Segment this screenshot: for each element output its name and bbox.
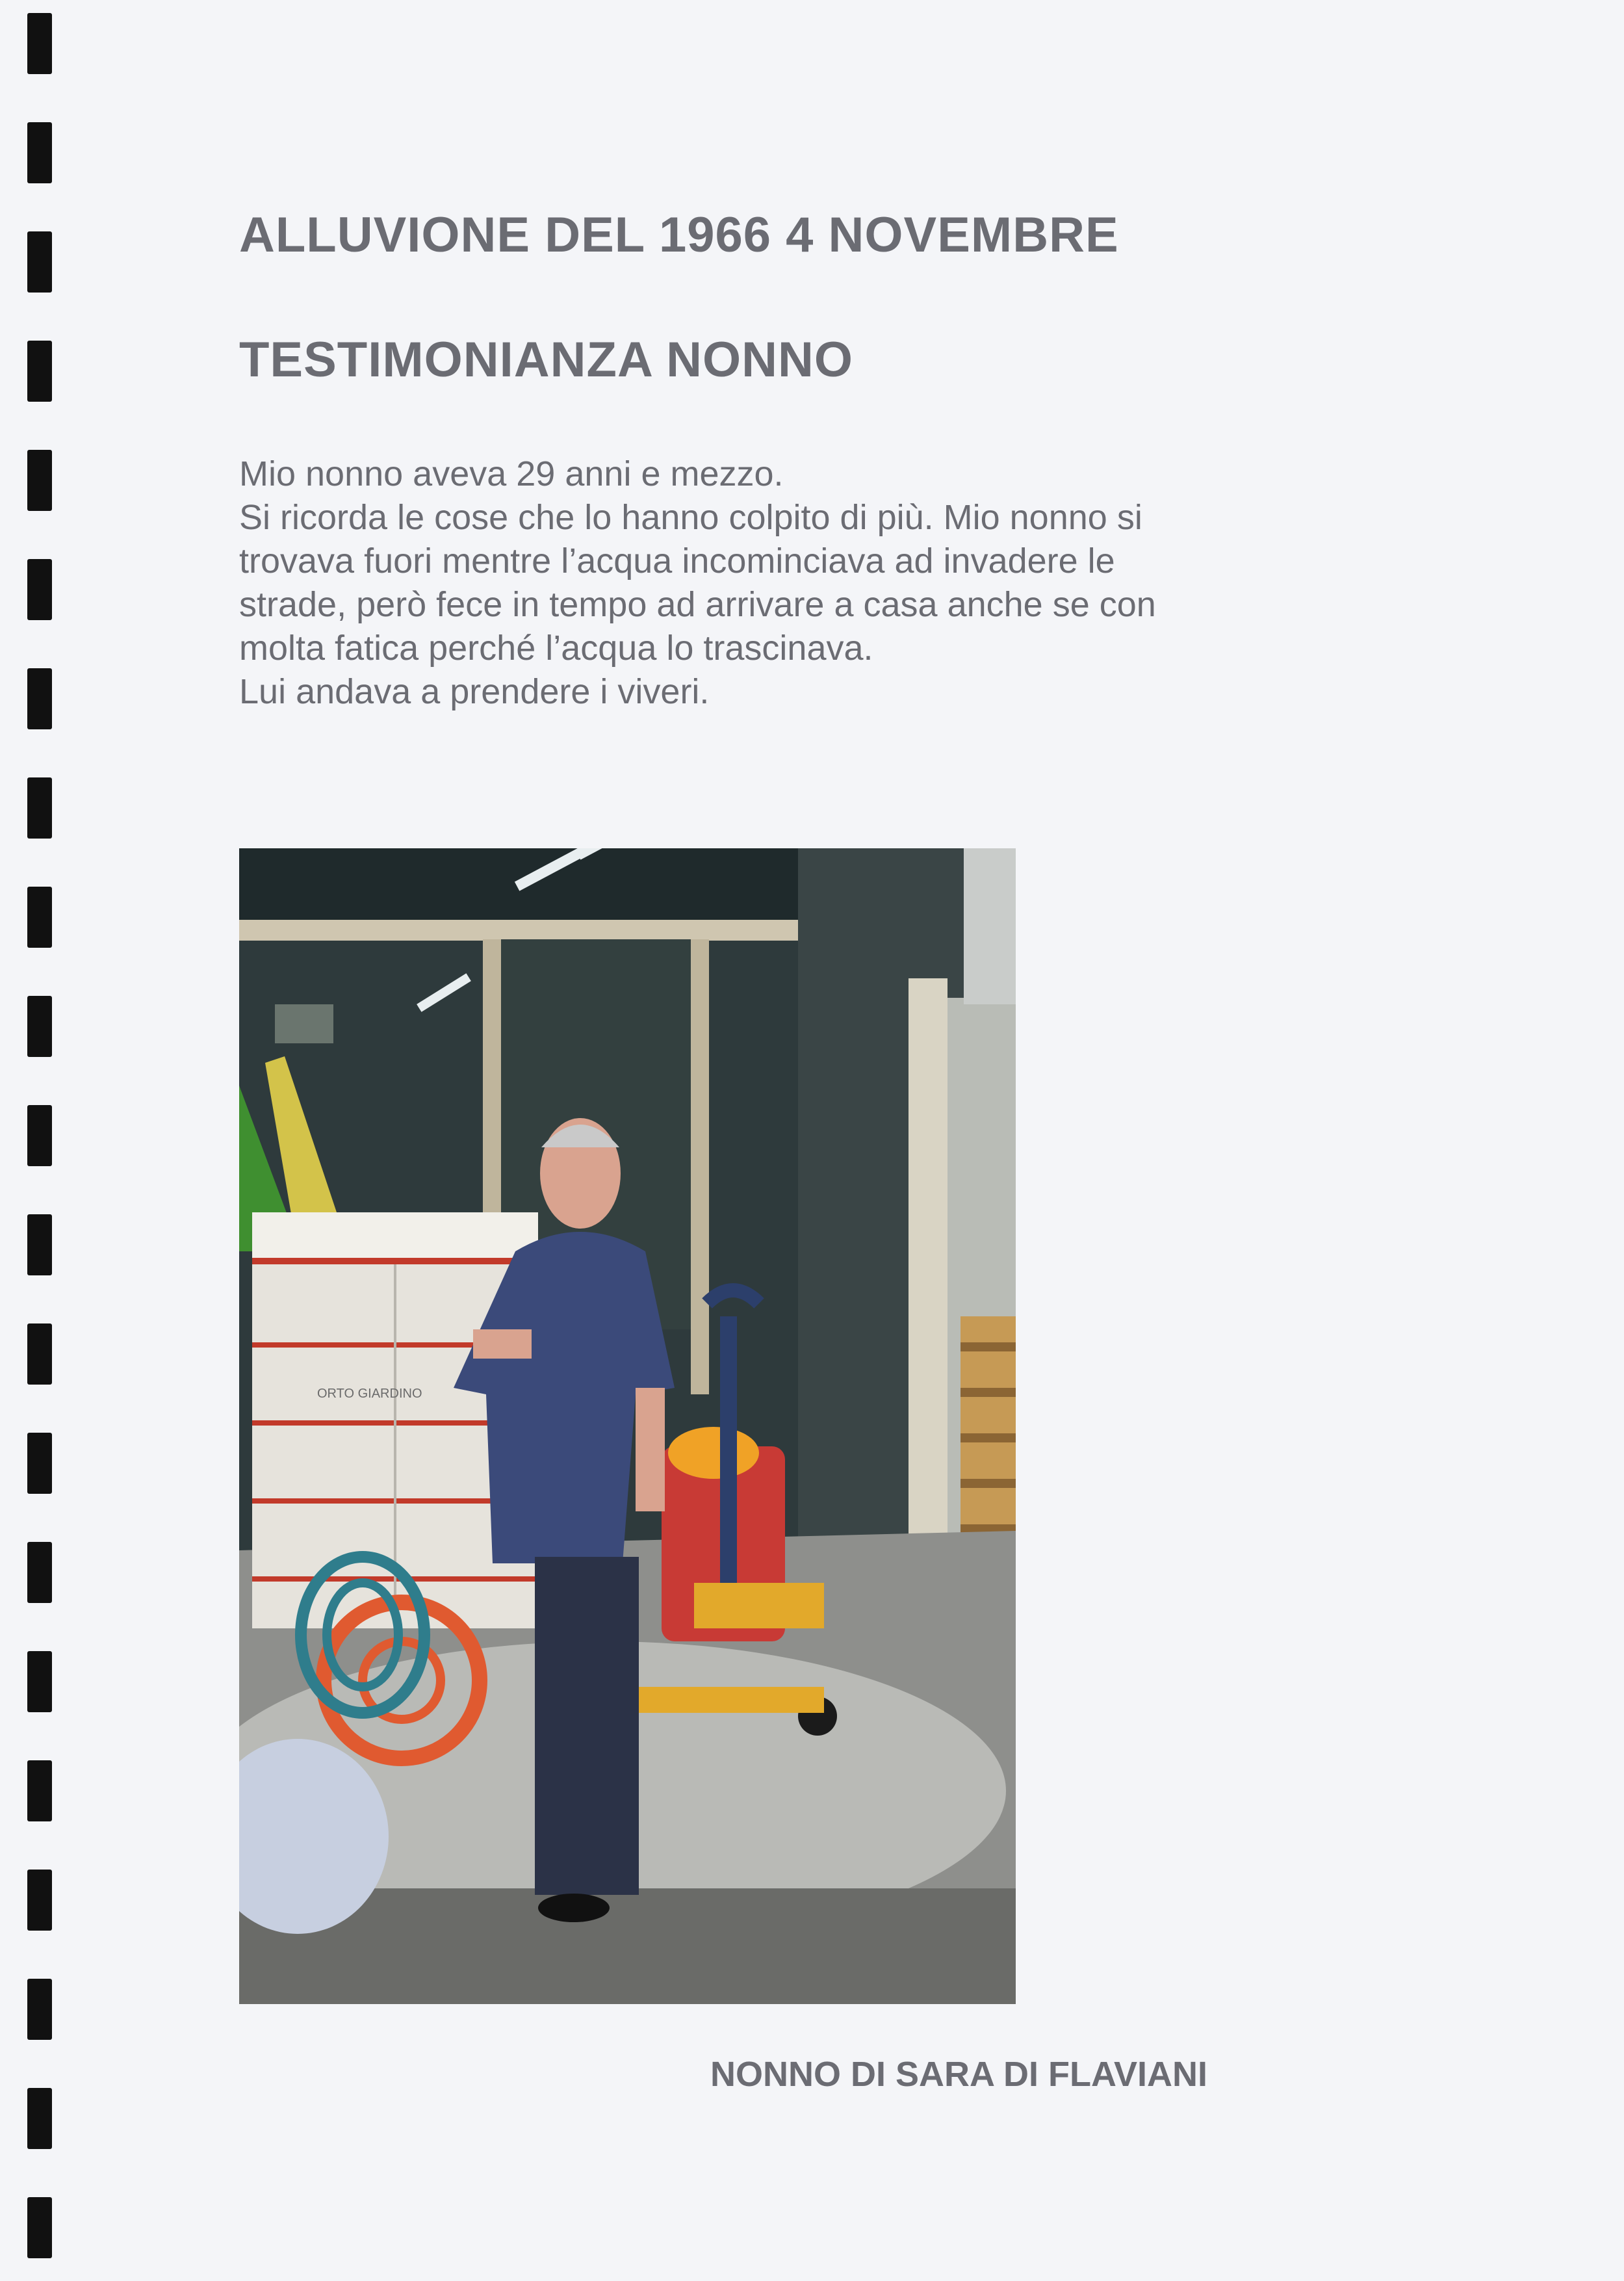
paragraph-line: Mio nonno aveva 29 anni e mezzo. <box>239 454 784 493</box>
binding-hole <box>27 13 52 74</box>
binding-hole <box>27 777 52 839</box>
binding-hole <box>27 1979 52 2040</box>
binding-hole <box>27 1433 52 1494</box>
binding-hole <box>27 887 52 948</box>
binding-hole <box>27 341 52 402</box>
binding-hole <box>27 122 52 183</box>
binding-hole <box>27 1214 52 1275</box>
binding-hole <box>27 231 52 293</box>
binding-hole <box>27 2197 52 2258</box>
binding-hole <box>27 450 52 511</box>
spiral-binding <box>27 13 53 2275</box>
paragraph-line: trovava fuori mentre l’acqua incominciava ad invadere le <box>239 541 1115 580</box>
binding-hole <box>27 1651 52 1712</box>
binding-hole <box>27 1542 52 1603</box>
document-title: ALLUVIONE DEL 1966 4 NOVEMBRE <box>239 207 1119 263</box>
paragraph-line: molta fatica perché l’acqua lo trascinava. <box>239 629 873 668</box>
binding-hole <box>27 668 52 729</box>
crate-label: ORTO GIARDINO <box>317 1387 422 1401</box>
binding-hole <box>27 559 52 620</box>
paragraph-line: Lui andava a prendere i viveri. <box>239 672 710 711</box>
binding-hole <box>27 1870 52 1931</box>
document-subtitle: TESTIMONIANZA NONNO <box>239 332 854 387</box>
binding-hole <box>27 996 52 1057</box>
paragraph-line: strade, però fece in tempo ad arrivare a casa anche se con <box>239 585 1156 624</box>
binding-hole <box>27 2088 52 2149</box>
grandfather-photo <box>239 848 1016 2004</box>
testimony-paragraph <box>239 452 1396 714</box>
binding-hole <box>27 1323 52 1385</box>
binding-hole <box>27 1105 52 1166</box>
binding-hole <box>27 1760 52 1821</box>
paragraph-line: Si ricorda le cose che lo hanno colpito di più. Mio nonno si <box>239 498 1142 537</box>
photo-caption: NONNO DI SARA DI FLAVIANI <box>710 2055 1207 2094</box>
